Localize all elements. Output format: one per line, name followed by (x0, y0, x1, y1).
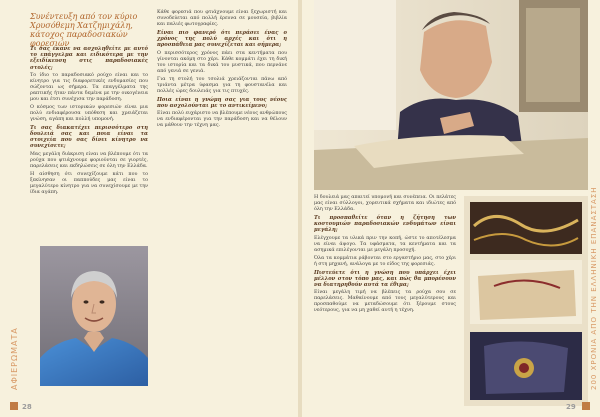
body-paragraph: Η δουλειά μας απαιτεί υπομονή και συνέπεια. Οι πελάτες μας είναι σύλλογοι, χορευτικά σχήματα και ιδιώτες από όλη την Ελλάδα. (314, 195, 456, 212)
right-page (302, 0, 600, 417)
costume-detail-photo (464, 196, 588, 406)
left-page-marker (10, 402, 18, 410)
body-paragraph: Ελέγχουμε τα υλικά πριν την κοπή, ώστε το αποτέλεσμα να είναι άψογο. Τα υφάσματα, τα κεντήματα και τα ασημικά επιλέγονται με μεγάλη προσοχή. (314, 235, 456, 253)
article-heading: Συνέντευξη από τον κύριο Χρυσόθεμη Χατζημιχάλη, κάτοχος παραδοσιακών φορεσιών (30, 12, 138, 48)
right-page-marker (582, 402, 590, 410)
body-paragraph: Το ίδιο το παραδοσιακό ρούχο είναι και το κίνητρο για τις διαφορετικές ενδυμασίες που σώζονται ως σήμερα. Τα επαγγέλματα της ραπτικής ήταν πάντα δεμένα με την οικογένεια μου και έτσι συνέχισα την παράδοση. (30, 72, 148, 102)
right-page-number: 29 (566, 403, 576, 411)
right-column-1 (314, 195, 456, 410)
left-page (0, 0, 298, 417)
body-paragraph: Ο κόσμος των ιστορικών φορεσιών είναι μια πολύ ενδιαφέρουσα υπόθεση και χρειάζεται γνώση, αγάπη και πολλή υπομονή. (30, 104, 148, 122)
interview-question: Τι σας έκανε να ασχοληθείτε με αυτό το επάγγελμα και ειδικότερα με την εξειδίκευση στις παραδοσιακές στολές; (30, 46, 148, 71)
body-paragraph: Η αίσθηση ότι συνεχίζουμε κάτι που το ξεκίνησαν οι παππούδες μας είναι το μεγαλύτερο κίνητρο για να συνεχίσουμε με την ίδια αγάπη. (30, 171, 148, 195)
left-column-2 (157, 10, 287, 410)
left-page-number: 28 (22, 403, 32, 411)
body-paragraph: Ο περισσότερος χρόνος πάει στα κεντήματα που γίνονται ακόμη στο χέρι. Κάθε κομμάτι έχει τη δική του ιστορία και τα δικά του μυστικά, που περνάνε από γενιά σε γενιά. (157, 50, 287, 74)
body-paragraph: Μας μεγάλη διάκριση είναι να βλέπουμε ότι τα ρούχα που φτιάχνουμε φοριούνται σε γιορτές, παρελάσεις και εκδηλώσεις σε όλη την Ελλάδα. (30, 151, 148, 169)
body-paragraph: Είναι μεγάλη τιμή να βλέπεις τα ρούχα σου σε παρελάσεις. Μαθαίνουμε από τους μεγαλύτερους και προσπαθούμε να μεταδώσουμε ότι ξέρουμε στους νεότερους, για να μη χαθεί αυτή η τέχνη. (314, 290, 456, 314)
body-paragraph: Για τη στολή του τσολιά χρειάζονται πάνω από τριάντα μέτρα ύφασμα για τη φουστανέλα και πολλές ώρες δουλειάς για τις πτυχές. (157, 76, 287, 94)
interview-question: Είναι πιο φανερό ότι περάσει ένας ο χρόνος της πολύ αρχές και ότι η προσπάθεια μας συνεχίζεται και σήμερα; (157, 30, 287, 49)
body-paragraph: Είναι πολύ ευχάριστο να βλέπουμε νέους ανθρώπους να ενδιαφέρονται για την παράδοση και να θέλουν να μάθουν την τέχνη μας. (157, 111, 287, 129)
interview-question: Τι προσπαθείτε όταν η ζήτηση των κοστουμιών παραδοσιακών ενδυμάτων είναι μεγάλη; (314, 215, 456, 234)
body-paragraph: Κάθε φορεσιά που φτιάχνουμε είναι ξεχωριστή και συνοδεύεται από πολλή έρευνα σε μουσεία, βιβλία και παλιές φωτογραφίες. (157, 10, 287, 27)
left-side-label: ΑΦΙΕΡΩΜΑΤΑ (10, 327, 19, 390)
body-paragraph: Όλα τα κομμάτια ράβονται στο εργαστήριο μας, στο χέρι ή στη μηχανή, ανάλογα με το είδος της φορεσιάς. (314, 255, 456, 267)
left-column-1 (30, 46, 148, 246)
interview-question: Ποια είναι η γνώμη σας για τους νέους που ασχολούνται με το αντικείμενο; (157, 96, 287, 109)
right-side-label: 200 ΧΡΟΝΙΑ ΑΠΟ ΤΗΝ ΕΛΛΗΝΙΚΗ ΕΠΑΝΑΣΤΑΣΗ (590, 186, 598, 390)
tailor-photo (314, 0, 588, 190)
interview-question: Τι σας διακατέχει περισσότερο στη δουλειά σας και ποια είναι τα στοιχεία που σας δίνει κίνητρο να συνεχίσετε; (30, 124, 148, 150)
interview-question: Πιστεύετε ότι η γνώση που υπάρχει έχει μέλλον στον τόπο μας, και πώς θα μπορέσουν να διατηρηθούν αυτά τα έθιμα; (314, 269, 456, 289)
portrait-photo (40, 246, 148, 386)
